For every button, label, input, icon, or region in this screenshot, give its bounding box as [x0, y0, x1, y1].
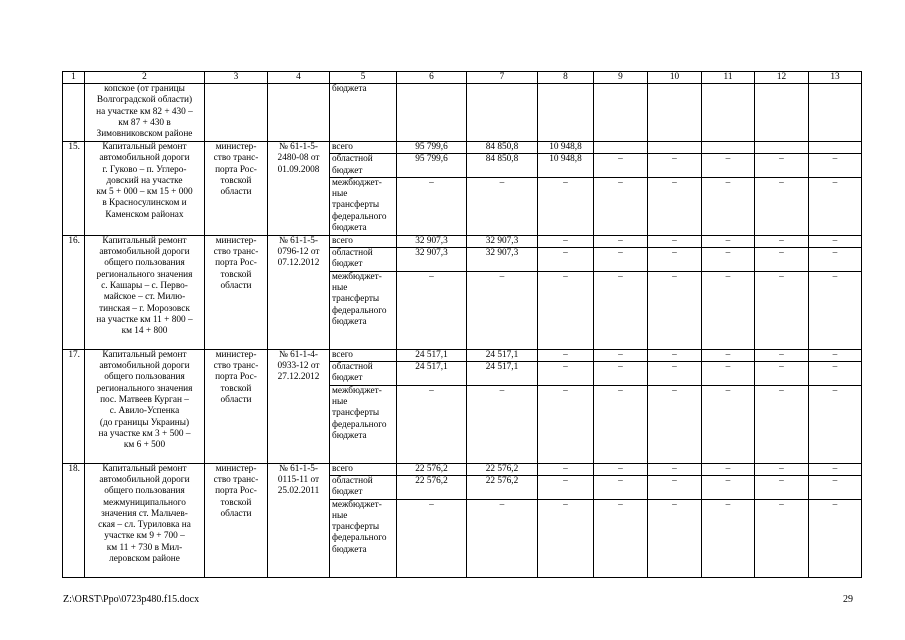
value-cell: [594, 84, 648, 142]
value-cell: –: [648, 154, 702, 178]
value-cell: –: [702, 248, 755, 272]
table-row: [63, 235, 862, 247]
value-cell: –: [538, 271, 594, 349]
header-cell: 8: [538, 72, 594, 84]
funding-source: [330, 499, 397, 577]
funding-source: [330, 248, 397, 272]
text-line: министер-: [215, 463, 257, 474]
value-cell: –: [397, 385, 467, 463]
value-cell: 24 517,1: [467, 349, 538, 361]
value-cell: –: [702, 385, 755, 463]
text-line: порта Рос-: [215, 486, 257, 497]
funding-source: [330, 385, 397, 463]
text-line: км 14 + 800: [121, 326, 168, 337]
text-line: трансферты: [332, 522, 380, 533]
funding-source: [330, 142, 397, 154]
text-line: министер-: [215, 349, 257, 360]
value-cell: –: [809, 385, 862, 463]
value-cell: [755, 142, 809, 154]
value-cell: –: [702, 475, 755, 499]
text-line: пос. Матвеев Курган –: [100, 394, 189, 405]
text-line: всего: [332, 463, 353, 474]
row-number: 16.: [63, 235, 85, 349]
text-line: ская – сл. Туриловка на: [98, 520, 191, 531]
value-cell: –: [648, 475, 702, 499]
text-line: министер-: [215, 235, 257, 246]
value-cell: –: [594, 235, 648, 247]
row-number: 18.: [63, 463, 85, 577]
funding-source: [330, 362, 397, 386]
value-cell: –: [702, 499, 755, 577]
text-line: ные: [332, 396, 348, 407]
text-line: км 11 + 730 в Мил-: [106, 542, 183, 553]
value-cell: –: [538, 248, 594, 272]
text-line: бюджета: [332, 84, 367, 94]
ministry-cell: [205, 235, 268, 349]
value-cell: –: [467, 499, 538, 577]
value-cell: –: [397, 271, 467, 349]
text-line: ство транс-: [213, 153, 259, 164]
document-cell: [268, 349, 330, 463]
value-cell: –: [648, 248, 702, 272]
value-cell: –: [809, 362, 862, 386]
text-line: всего: [332, 142, 353, 152]
text-line: ство транс-: [213, 247, 259, 258]
text-line: товской: [220, 383, 252, 394]
text-line: Капитальный ремонт: [102, 463, 187, 474]
value-cell: –: [594, 349, 648, 361]
ministry-cell: [205, 349, 268, 463]
text-line: № 61-1-5-: [278, 142, 319, 152]
value-cell: –: [809, 499, 862, 577]
text-line: участке км 9 + 700 –: [104, 531, 185, 542]
value-cell: –: [594, 385, 648, 463]
text-line: г. Гуково – п. Углеро-: [102, 164, 187, 175]
text-line: межбюджет-: [332, 385, 382, 396]
value-cell: [538, 84, 594, 142]
text-line: общего пользования: [104, 486, 185, 497]
text-line: бюджета: [332, 223, 367, 234]
header-cell: 1: [63, 72, 85, 84]
value-cell: –: [755, 248, 809, 272]
text-line: майское – ст. Милю-: [103, 292, 186, 303]
text-line: ные: [332, 510, 348, 521]
document-cell: [268, 142, 330, 236]
text-line: 27.12.2012: [277, 372, 320, 383]
table-row: [63, 463, 862, 475]
value-cell: –: [594, 499, 648, 577]
document-cell: [268, 235, 330, 349]
text-line: № 61-1-4-: [278, 349, 319, 360]
value-cell: –: [648, 271, 702, 349]
value-cell: 22 576,2: [467, 463, 538, 475]
text-line: области: [220, 394, 252, 405]
value-cell: –: [755, 463, 809, 475]
table-row: [63, 142, 862, 154]
funding-source: [330, 475, 397, 499]
text-line: 07.12.2012: [277, 258, 320, 269]
text-line: общего пользования: [104, 372, 185, 383]
value-cell: –: [809, 235, 862, 247]
text-line: тинская – г. Морозовск: [99, 303, 190, 314]
object-name: [85, 235, 205, 349]
value-cell: –: [648, 385, 702, 463]
text-line: бюджета: [332, 316, 367, 327]
value-cell: 32 907,3: [467, 235, 538, 247]
document-cell: [268, 463, 330, 577]
text-line: общего пользования: [104, 258, 185, 269]
value-cell: 32 907,3: [397, 248, 467, 272]
text-line: областной: [332, 362, 373, 373]
value-cell: 32 907,3: [397, 235, 467, 247]
text-line: автомобильной дороги: [99, 474, 190, 485]
text-line: Капитальный ремонт: [102, 142, 187, 152]
value-cell: –: [594, 271, 648, 349]
table-row: [63, 349, 862, 361]
text-line: км 6 + 500: [123, 440, 166, 451]
value-cell: –: [594, 177, 648, 235]
text-line: ство транс-: [213, 474, 259, 485]
text-line: трансферты: [332, 294, 380, 305]
value-cell: –: [702, 154, 755, 178]
text-line: Каменском районах: [105, 209, 184, 220]
value-cell: [397, 84, 467, 142]
value-cell: –: [538, 385, 594, 463]
value-cell: [702, 142, 755, 154]
value-cell: –: [809, 271, 862, 349]
text-line: федерального: [332, 211, 387, 222]
value-cell: –: [538, 235, 594, 247]
text-line: областной: [332, 154, 373, 165]
text-line: межбюджет-: [332, 271, 382, 282]
value-cell: [648, 142, 702, 154]
header-cell: 12: [755, 72, 809, 84]
value-cell: –: [467, 271, 538, 349]
value-cell: 22 576,2: [397, 463, 467, 475]
ministry-cell: [205, 463, 268, 577]
value-cell: –: [397, 499, 467, 577]
header-cell: 11: [702, 72, 755, 84]
header-cell: 7: [467, 72, 538, 84]
text-line: федерального: [332, 419, 387, 430]
value-cell: –: [755, 235, 809, 247]
text-line: межмуниципального: [103, 497, 186, 508]
value-cell: –: [702, 235, 755, 247]
value-cell: –: [755, 499, 809, 577]
ministry-cell: [205, 84, 268, 142]
budget-table: [62, 71, 862, 578]
text-line: Капитальный ремонт: [102, 349, 187, 360]
value-cell: –: [594, 248, 648, 272]
text-line: всего: [332, 235, 353, 246]
value-cell: 22 576,2: [397, 475, 467, 499]
value-cell: –: [809, 349, 862, 361]
value-cell: –: [538, 349, 594, 361]
name-cell: [85, 84, 205, 142]
text-line: км 87 + 430 в: [118, 117, 171, 128]
text-line: на участке км 3 + 500 –: [98, 428, 191, 439]
text-line: 0933-12 от: [277, 361, 320, 372]
value-cell: 24 517,1: [467, 362, 538, 386]
funding-source: [330, 154, 397, 178]
text-line: Волгоградской области): [96, 95, 193, 106]
value-cell: 95 799,6: [397, 142, 467, 154]
text-line: (до границы Украины): [99, 417, 190, 428]
text-line: с. Кашары – с. Перво-: [101, 281, 188, 292]
value-cell: –: [594, 154, 648, 178]
text-line: автомобильной дороги: [99, 361, 190, 372]
value-cell: 84 850,8: [467, 142, 538, 154]
text-line: регионального значения: [96, 383, 193, 394]
text-line: 01.09.2008: [277, 164, 320, 175]
value-cell: –: [702, 463, 755, 475]
object-name: [85, 142, 205, 236]
value-cell: –: [755, 349, 809, 361]
header-cell: 3: [205, 72, 268, 84]
header-cell: 10: [648, 72, 702, 84]
page-number: 29: [843, 594, 853, 605]
ministry-cell: [205, 142, 268, 236]
value-cell: 22 576,2: [467, 475, 538, 499]
text-line: бюджет: [332, 165, 363, 176]
funding-source: [330, 349, 397, 361]
text-line: бюджета: [332, 544, 367, 555]
value-cell: –: [594, 475, 648, 499]
value-cell: –: [538, 463, 594, 475]
value-cell: –: [809, 475, 862, 499]
funding-source: [330, 271, 397, 349]
object-name: [85, 463, 205, 577]
value-cell: –: [702, 271, 755, 349]
row-number: 17.: [63, 349, 85, 463]
value-cell: –: [648, 362, 702, 386]
text-line: 2480-08 от: [277, 153, 320, 164]
header-cell: 13: [809, 72, 862, 84]
value-cell: –: [538, 362, 594, 386]
funding-source: [330, 177, 397, 235]
text-line: Капитальный ремонт: [102, 235, 187, 246]
text-line: порта Рос-: [215, 372, 257, 383]
value-cell: 24 517,1: [397, 349, 467, 361]
object-name: [85, 349, 205, 463]
text-line: товской: [220, 497, 252, 508]
text-line: трансферты: [332, 408, 380, 419]
value-cell: –: [702, 349, 755, 361]
text-line: 25.02.2011: [277, 486, 320, 497]
value-cell: –: [755, 362, 809, 386]
value-cell: –: [538, 499, 594, 577]
text-line: ные: [332, 283, 348, 294]
value-cell: –: [755, 475, 809, 499]
header-cell: 4: [268, 72, 330, 84]
header-cell: 5: [330, 72, 397, 84]
value-cell: [809, 142, 862, 154]
fin-cell: [330, 84, 397, 142]
funding-source: [330, 235, 397, 247]
text-line: на участке км 11 + 800 –: [96, 314, 193, 325]
text-line: ные: [332, 189, 348, 200]
value-cell: –: [397, 177, 467, 235]
value-cell: 24 517,1: [397, 362, 467, 386]
text-line: км 5 + 000 – км 15 + 000: [96, 187, 193, 198]
text-line: на участке км 82 + 430 –: [96, 106, 193, 117]
text-line: товской: [220, 175, 252, 186]
doc-cell: [268, 84, 330, 142]
text-line: 0796-12 от: [277, 247, 320, 258]
value-cell: [594, 142, 648, 154]
text-line: ство транс-: [213, 361, 259, 372]
text-line: регионального значения: [96, 269, 193, 280]
text-line: бюджет: [332, 487, 363, 498]
num-cell: [63, 84, 85, 142]
value-cell: –: [809, 248, 862, 272]
header-cell: 6: [397, 72, 467, 84]
text-line: федерального: [332, 305, 387, 316]
continuation-row: [63, 84, 862, 142]
value-cell: 10 948,8: [538, 154, 594, 178]
text-line: порта Рос-: [215, 164, 257, 175]
value-cell: 84 850,8: [467, 154, 538, 178]
value-cell: –: [648, 463, 702, 475]
text-line: леровском районе: [109, 554, 180, 565]
text-line: трансферты: [332, 200, 380, 211]
text-line: № 61-1-5-: [278, 235, 319, 246]
text-line: бюджет: [332, 373, 363, 384]
text-line: федерального: [332, 533, 387, 544]
text-line: с. Авило-Успенка: [109, 406, 180, 417]
value-cell: 32 907,3: [467, 248, 538, 272]
value-cell: [702, 84, 755, 142]
file-path: Z:\ORST\Ppo\0723p480.f15.docx: [63, 594, 200, 605]
value-cell: –: [755, 177, 809, 235]
value-cell: –: [809, 177, 862, 235]
value-cell: [648, 84, 702, 142]
text-line: межбюджет-: [332, 177, 382, 188]
text-line: всего: [332, 349, 353, 360]
text-line: 0115-11 от: [277, 474, 320, 485]
value-cell: –: [467, 177, 538, 235]
value-cell: –: [538, 475, 594, 499]
value-cell: [467, 84, 538, 142]
document-page: [62, 71, 841, 578]
text-line: значения ст. Мальчев-: [101, 508, 188, 519]
value-cell: –: [809, 154, 862, 178]
value-cell: –: [648, 349, 702, 361]
value-cell: –: [755, 385, 809, 463]
value-cell: –: [594, 463, 648, 475]
value-cell: –: [702, 177, 755, 235]
text-line: довский на участке: [106, 175, 183, 186]
text-line: межбюджет-: [332, 499, 382, 510]
value-cell: 95 799,6: [397, 154, 467, 178]
value-cell: –: [648, 499, 702, 577]
value-cell: –: [755, 271, 809, 349]
text-line: области: [220, 508, 252, 519]
text-line: области: [220, 281, 252, 292]
text-line: товской: [220, 269, 252, 280]
header-row: [63, 72, 862, 84]
value-cell: –: [594, 362, 648, 386]
value-cell: –: [755, 154, 809, 178]
funding-source: [330, 463, 397, 475]
text-line: бюджет: [332, 259, 363, 270]
text-line: автомобильной дороги: [99, 153, 190, 164]
value-cell: –: [648, 177, 702, 235]
table-body: [63, 72, 862, 578]
text-line: Зимовниковском районе: [96, 129, 193, 140]
text-line: автомобильной дороги: [99, 247, 190, 258]
value-cell: 10 948,8: [538, 142, 594, 154]
value-cell: [809, 84, 862, 142]
text-line: областной: [332, 475, 373, 486]
value-cell: –: [702, 362, 755, 386]
text-line: областной: [332, 248, 373, 259]
value-cell: –: [467, 385, 538, 463]
row-number: 15.: [63, 142, 85, 236]
text-line: области: [220, 187, 252, 198]
text-line: копское (от границы: [104, 84, 185, 94]
value-cell: –: [538, 177, 594, 235]
text-line: порта Рос-: [215, 258, 257, 269]
header-cell: 2: [85, 72, 205, 84]
value-cell: –: [648, 235, 702, 247]
value-cell: –: [809, 463, 862, 475]
text-line: министер-: [215, 142, 257, 152]
text-line: бюджета: [332, 430, 367, 441]
header-cell: 9: [594, 72, 648, 84]
value-cell: [755, 84, 809, 142]
text-line: в Красносулинском и: [102, 198, 187, 209]
text-line: № 61-1-5-: [278, 463, 319, 474]
